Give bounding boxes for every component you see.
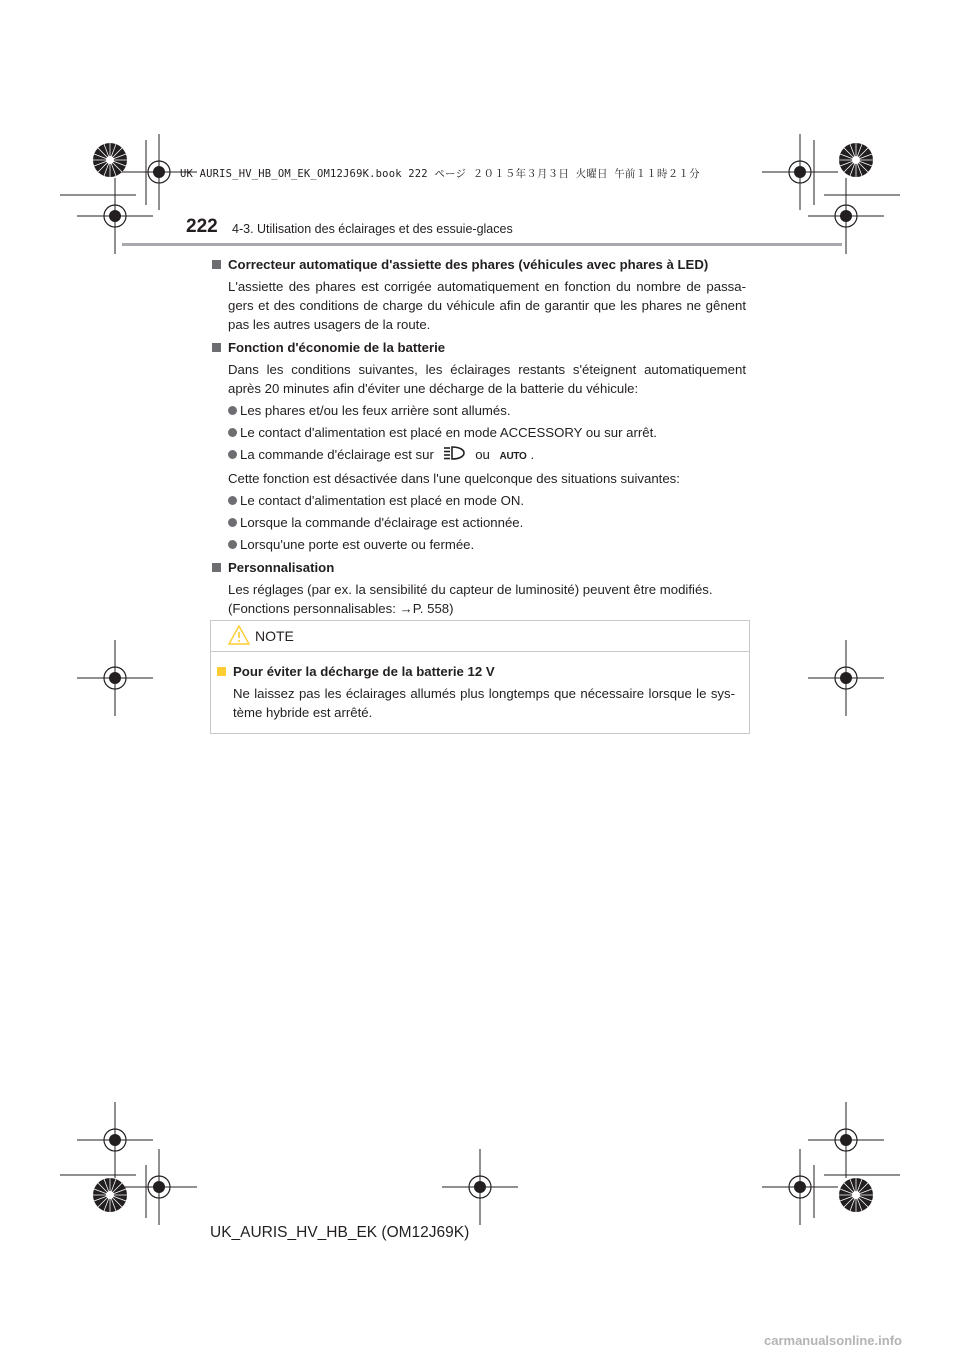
list-item: Le contact d'alimentation est placé en mode ACCESSORY ou sur arrêt. [212, 423, 746, 442]
registration-mark-icon [442, 1149, 518, 1225]
page-number: 222 [186, 216, 218, 237]
heading-battery-saver: Fonction d'économie de la batterie [212, 338, 746, 357]
print-header: UK AURIS_HV_HB_OM_EK_OM12J69K.book 222 ページ ２０１５年３月３日 火曜日 午前１１時２１分 [180, 168, 700, 180]
registration-mark-icon [762, 134, 838, 210]
paragraph: Cette fonction est désactivée dans l'une quelconque des situations suivantes: [228, 471, 680, 487]
list-item: Le contact d'alimentation est placé en mode ON. [212, 491, 746, 510]
round-bullet-icon [228, 428, 237, 437]
square-bullet-icon [217, 667, 226, 676]
note-body [211, 652, 749, 722]
paragraph: Dans les conditions suivantes, les éclairages restants s'éteignent automatiquement après 20 minutes afin d'éviter une décharge de la batterie du véhicule: [228, 362, 746, 396]
square-bullet-icon [212, 563, 221, 572]
crop-mark-icon [839, 1178, 873, 1212]
note-heading: Pour éviter la décharge de la batterie 12 V [217, 662, 739, 681]
registration-mark-icon [808, 1102, 884, 1178]
square-bullet-icon [212, 343, 221, 352]
cross-reference: (Fonctions personnalisables: →P. 558) [228, 601, 454, 617]
registration-mark-icon [762, 1149, 838, 1225]
header-rule [122, 243, 842, 246]
round-bullet-icon [228, 496, 237, 505]
list-item: La commande d'éclairage est sur ou AUTO . [212, 445, 746, 466]
heading-customization: Personnalisation [212, 558, 746, 577]
section-title: 4-3. Utilisation des éclairages et des essuie-glaces [232, 222, 513, 236]
round-bullet-icon [228, 406, 237, 415]
round-bullet-icon [228, 540, 237, 549]
paragraph: L'assiette des phares est corrigée automatiquement en fonction du nombre de passa-gers et des conditions de charge du véhicule afin de garantir que les phares ne gênent pas les autres usagers de la route. [228, 279, 746, 332]
round-bullet-icon [228, 518, 237, 527]
warning-triangle-icon [227, 624, 251, 651]
registration-mark-icon [77, 1102, 153, 1178]
registration-mark-icon [808, 640, 884, 716]
heading-headlight-leveling: Correcteur automatique d'assiette des phares (véhicules avec phares à LED) [212, 255, 746, 274]
square-bullet-icon [212, 260, 221, 269]
note-box [210, 620, 750, 734]
crop-mark-icon [839, 143, 873, 177]
main-content [212, 252, 746, 618]
registration-mark-icon [77, 640, 153, 716]
round-bullet-icon [228, 450, 237, 459]
registration-mark-icon [121, 1149, 197, 1225]
list-item: Lorsqu'une porte est ouverte ou fermée. [212, 535, 746, 554]
list-item: Les phares et/ou les feux arrière sont allumés. [212, 401, 746, 420]
footer-code: UK_AURIS_HV_HB_EK (OM12J69K) [210, 1224, 470, 1241]
note-header [211, 621, 749, 652]
crop-mark-icon [93, 1178, 127, 1212]
note-text: Ne laissez pas les éclairages allumés plus longtemps que nécessaire lorsque le sys-tème hybride est arrêté. [233, 686, 735, 720]
paragraph: Les réglages (par ex. la sensibilité du capteur de luminosité) peuvent être modifiés. [228, 582, 713, 598]
headlight-icon [442, 445, 468, 466]
watermark: carmanualsonline.info [764, 1333, 902, 1348]
crop-mark-icon [93, 143, 127, 177]
auto-icon: AUTO [499, 451, 527, 462]
list-item: Lorsque la commande d'éclairage est actionnée. [212, 513, 746, 532]
note-title: NOTE [255, 628, 294, 644]
